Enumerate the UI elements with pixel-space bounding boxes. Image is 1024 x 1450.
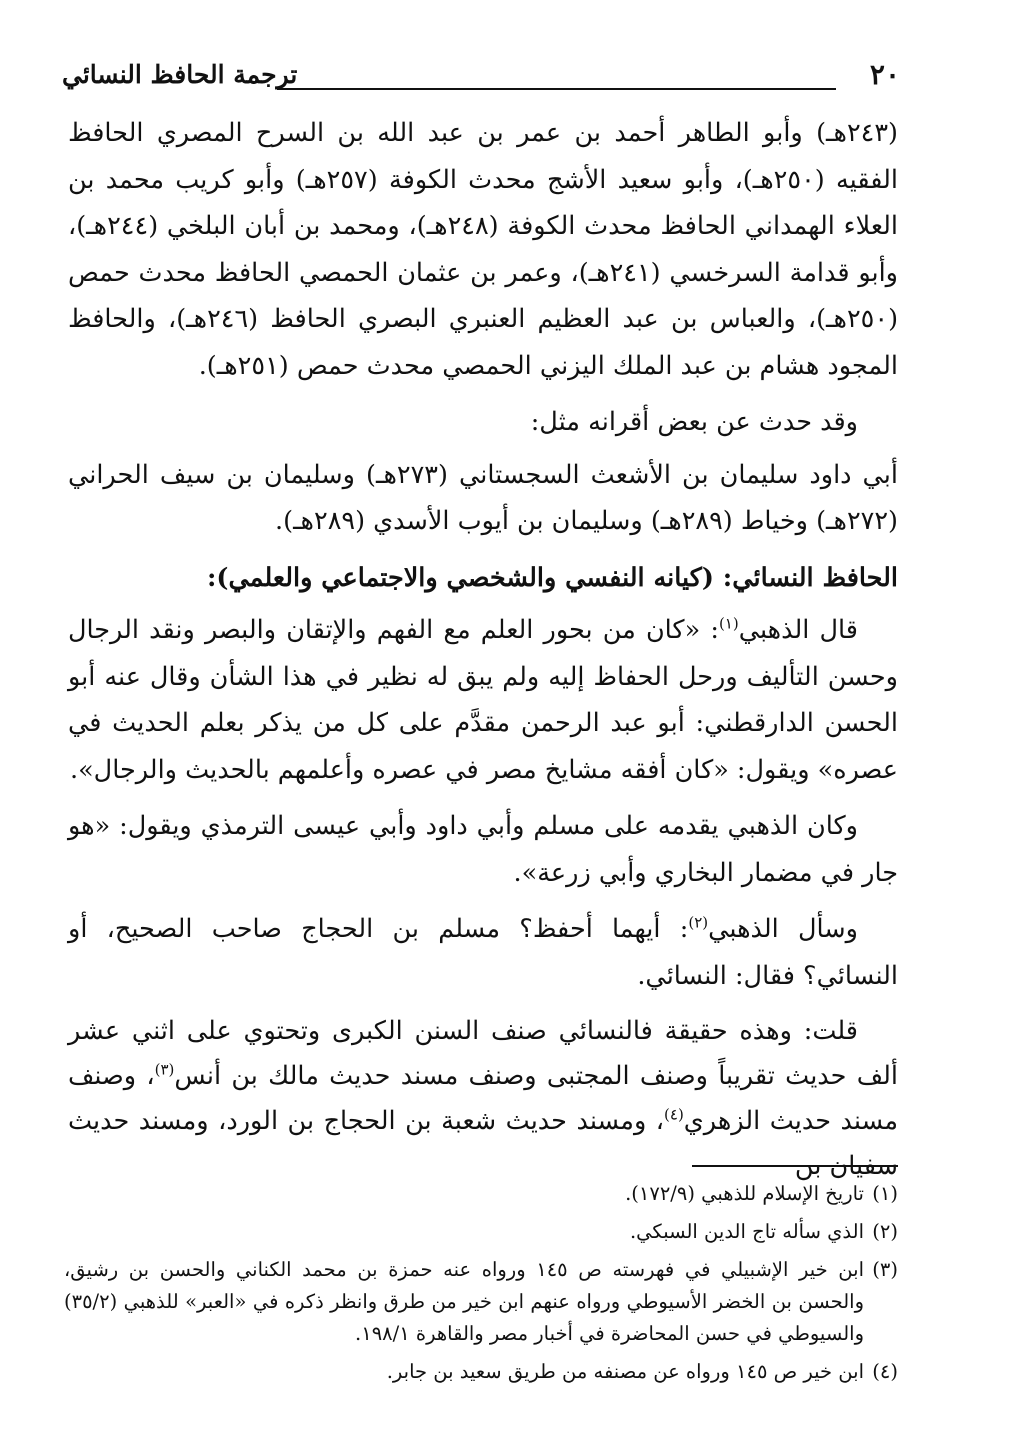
dhahabi-quote: : «كان من بحور العلم مع الفهم والإتقان والبصر ونقد الرجال وحسن التأليف ورحل الحفاظ إليه ولم يبق له نظير في هذا الشأن وقال عنه أبو الحسن الدارقطني: أبو عبد الرحمن مقدَّم على كل من يذكر بعلم الحديث في عصره» ويقول: «كان أفقه مشايخ مصر في عصره وأعلمهم بالحديث والرجال».: [68, 615, 898, 785]
paragraph-peers-intro: وقد حدث عن بعض أقرانه مثل:: [530, 407, 858, 437]
paragraph-taqdim: وكان الذهبي يقدمه على مسلم وأبي داود وأبي عيسى الترمذي ويقول: «هو جار في مضمار البخاري وأبي زرعة».: [68, 811, 898, 888]
footnote-text: ابن خير الإشبيلي في فهرسته ص ١٤٥ ورواه عنه حمزة بن محمد الكناني والحسن بن رشيق، والحسن بن الخضر الأسيوطي ورواه عنهم ابن خير من طرق وانظر ذكره في «العبر» للذهبي (٣٥/٢) والسيوطي في حسن المحاضرة في أخبار مصر والقاهرة ١٩٨/١.: [64, 1258, 864, 1345]
footnote-separator: [692, 1165, 898, 1167]
header-rule: [277, 88, 836, 90]
paragraph-dhahabi: [68, 607, 898, 793]
page-number: ٢٠: [869, 58, 900, 91]
running-title: ترجمة الحافظ النسائي: [62, 60, 298, 89]
main-text: [68, 110, 898, 1195]
qultu-part-3: ، ومسند حديث شعبة بن الحجاج بن الورد، ومسند حديث سفيان بن: [68, 1106, 898, 1181]
paragraph-teachers: (٢٤٣هـ) وأبو الطاهر أحمد بن عمر بن عبد الله بن السرح المصري الحافظ الفقيه (٢٥٠هـ)، وأبو سعيد الأشج محدث الكوفة (٢٥٧هـ) وأبو كريب محمد بن العلاء الهمداني الحافظ محدث الكوفة (٢٤٨هـ)، ومحمد بن أبان البلخي (٢٤٤هـ)، وأبو قدامة السرخسي (٢٤١هـ)، وعمر بن عثمان الحمصي الحافظ محدث حمص (٢٥٠هـ)، والعباس بن عبد العظيم العنبري البصري الحافظ (٢٤٦هـ)، والحافظ المجود هشام بن عبد الملك اليزني الحمصي محدث حمص (٢٥١هـ).: [68, 118, 899, 381]
footnote-text: تاريخ الإسلام للذهبي (١٧٢/٩).: [625, 1182, 864, 1205]
footnote-number: (٣): [872, 1258, 898, 1281]
page-header: [62, 58, 900, 98]
paragraph-question: [68, 906, 898, 999]
footnote-ref-1[interactable]: (١): [718, 614, 739, 633]
footnote-1: [64, 1178, 898, 1210]
footnote-number: (٢): [872, 1220, 898, 1243]
footnote-2: [64, 1216, 898, 1248]
footnote-ref-4[interactable]: (٤): [664, 1105, 684, 1124]
section-heading: [68, 555, 898, 602]
footnote-text: ابن خير ص ١٤٥ ورواه عن مصنفه من طريق سعيد بن جابر.: [386, 1360, 864, 1383]
section-title: الحافظ النسائي: (كيانه النفسي والشخصي والاجتماعي والعلمي):: [207, 562, 898, 593]
paragraph-peers: أبي داود سليمان بن الأشعث السجستاني (٢٧٣هـ) وسليمان بن سيف الحراني (٢٧٢هـ) وخياط (٢٨٩هـ) وسليمان بن أيوب الأسدي (٢٨٩هـ).: [68, 459, 898, 536]
dhahabi-lead: قال الذهبي: [738, 615, 858, 645]
footnote-ref-2[interactable]: (٢): [688, 913, 709, 932]
footnote-number: (١): [872, 1182, 898, 1205]
qultu-part-1: قلت: وهذه حقيقة فالنسائي صنف السنن الكبرى وتحتوي على اثني عشر ألف حديث تقريباً وصنف المجتبى وصنف مسند حديث مالك بن أنس: [68, 1016, 898, 1091]
footnote-text: الذي سأله تاج الدين السبكي.: [629, 1220, 864, 1243]
qultu-part-2: ، وصنف مسند حديث الزهري: [68, 1061, 898, 1136]
question-text: : أيهما أحفظ؟ مسلم بن الحجاج صاحب الصحيح، أو النسائي؟ فقال: النسائي.: [68, 914, 898, 991]
footnote-3: [64, 1254, 898, 1350]
paragraph-qultu: [68, 1009, 898, 1189]
footnotes: [64, 1178, 898, 1394]
footnote-ref-3[interactable]: (٣): [154, 1060, 175, 1079]
footnote-number: (٤): [872, 1360, 898, 1383]
question-lead: وسأل الذهبي: [708, 914, 858, 944]
footnote-4: [64, 1356, 898, 1388]
